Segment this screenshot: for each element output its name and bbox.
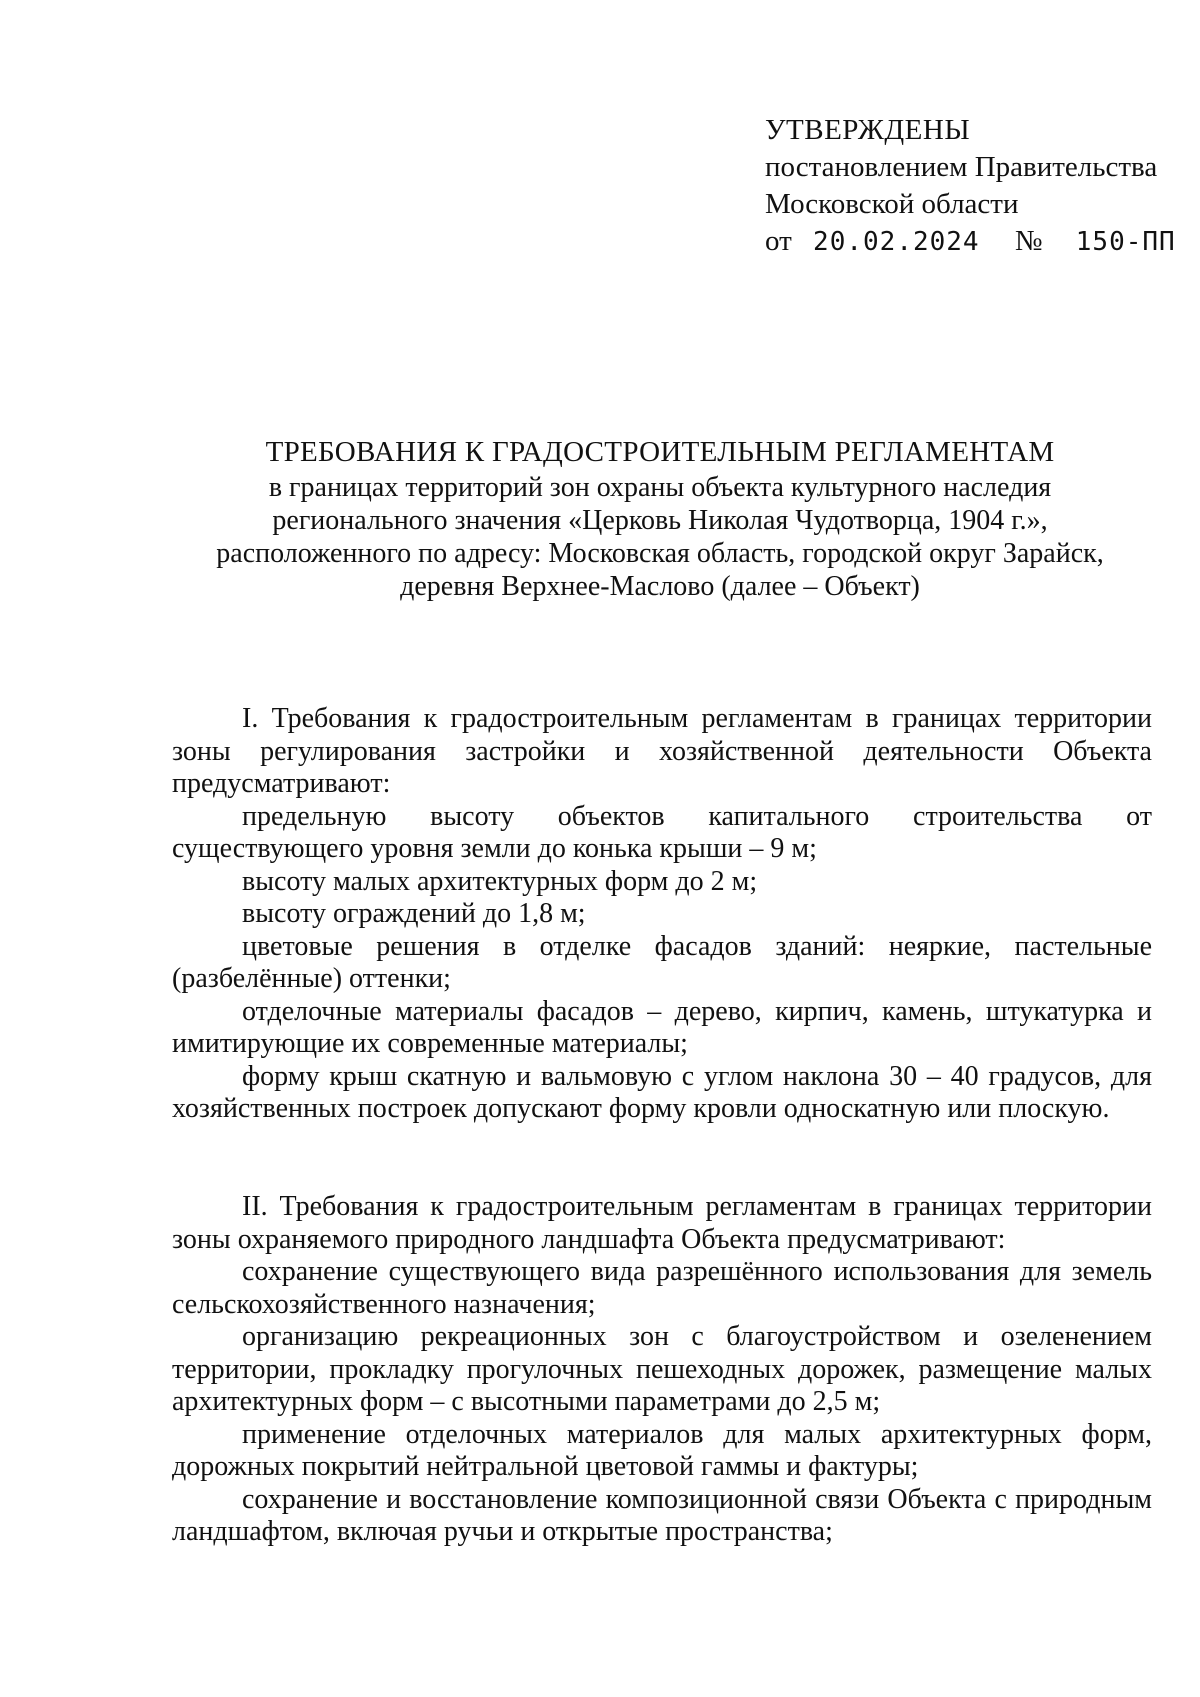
heading-line-4: деревня Верхнее-Маслово (далее – Объект) — [400, 571, 920, 602]
section-2-item: сохранение и восстановление композиционной связи Объекта с природным ландшафтом, включая ручьи и открытые пространства; — [172, 1483, 1152, 1547]
section-2 — [172, 1191, 1152, 1549]
approval-issuer-line: постановлением Правительства — [765, 151, 1158, 183]
heading-line-3: расположенного по адресу: Московская область, городской округ Зарайск, — [216, 538, 1104, 569]
date-prefix: от — [765, 225, 792, 257]
section-1-intro: I. Требования к градостроительным регламентам в границах территории зоны регулирования застройки и хозяйственной деятельности Объекта предусматривают: — [172, 703, 1152, 799]
section-1-item: предельную высоту объектов капитального строительства от существующего уровня земли до конька крыши – 9 м; — [172, 800, 1152, 864]
number-sign: № — [1014, 225, 1043, 257]
approval-region-line: Московской области — [765, 188, 1019, 220]
heading-line-1: в границах территорий зон охраны объекта культурного наследия — [268, 472, 1052, 503]
section-2-intro: II. Требования к градостроительным регламентам в границах территории зоны охраняемого природного ландшафта Объекта предусматривают: — [172, 1191, 1152, 1255]
approval-stamp — [765, 112, 1176, 261]
heading-title: ТРЕБОВАНИЯ К ГРАДОСТРОИТЕЛЬНЫМ РЕГЛАМЕНТАМ — [265, 436, 1055, 468]
section-1-item: высоту малых архитектурных форм до 2 м; — [242, 865, 758, 897]
approval-date: 20.02.2024 — [813, 227, 980, 257]
section-1-item: отделочные материалы фасадов – дерево, кирпич, камень, штукатурка и имитирующие их современные материалы; — [172, 995, 1152, 1059]
decree-number: 150-ПП — [1075, 227, 1176, 257]
approval-title: УТВЕРЖДЕНЫ — [765, 114, 971, 146]
section-1-item: высоту ограждений до 1,8 м; — [242, 898, 586, 929]
section-2-item: применение отделочных материалов для малых архитектурных форм, дорожных покрытий нейтральной цветовой гаммы и фактуры; — [172, 1418, 1152, 1482]
section-1-item: форму крыш скатную и вальмовую с углом наклона 30 – 40 градусов, для хозяйственных построек допускают форму кровли односкатную или плоскую. — [172, 1060, 1152, 1124]
document-heading — [170, 436, 1150, 603]
section-1 — [172, 703, 1152, 1126]
approval-date-row — [765, 223, 1176, 261]
heading-line-2: регионального значения «Церковь Николая Чудотворца, 1904 г.», — [272, 505, 1048, 536]
section-1-item: цветовые решения в отделке фасадов зданий: неяркие, пастельные (разбелённые) оттенки; — [172, 930, 1152, 994]
section-2-item: сохранение существующего вида разрешённого использования для земель сельскохозяйственного назначения; — [172, 1256, 1152, 1320]
section-2-item: организацию рекреационных зон с благоустройством и озеленением территории, прокладку прогулочных пешеходных дорожек, размещение малых архитектурных форм – с высотными параметрами до 2,5 м; — [172, 1321, 1152, 1417]
